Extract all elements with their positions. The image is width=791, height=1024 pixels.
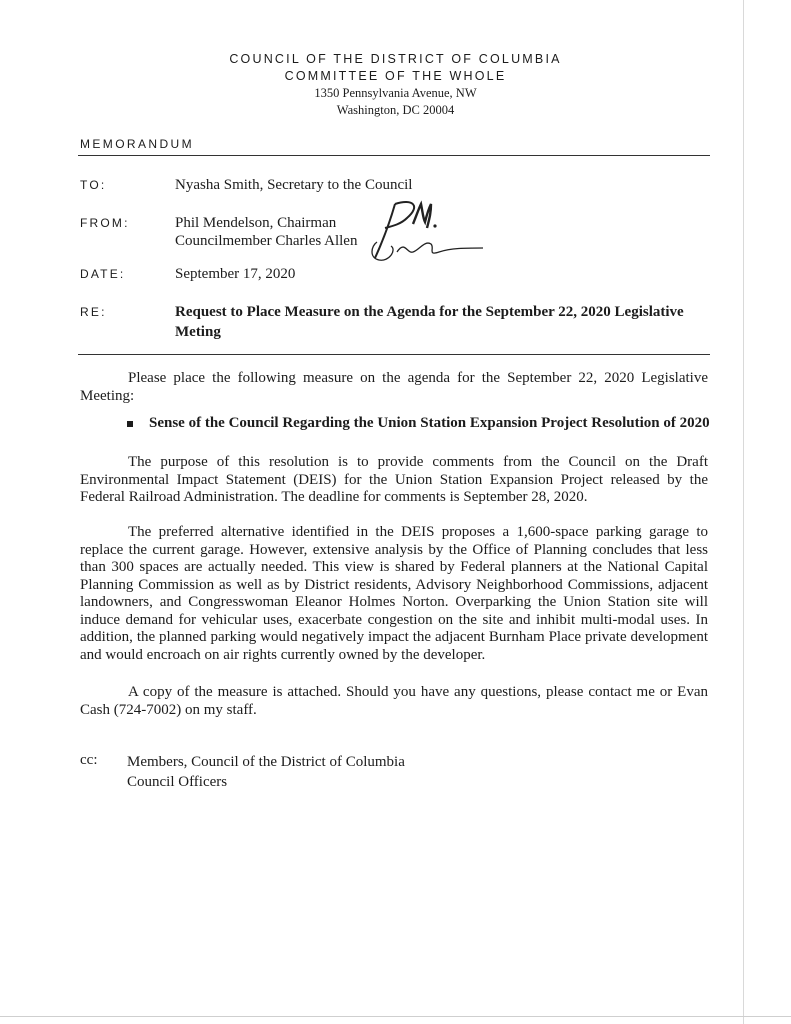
from-value-1: Phil Mendelson, Chairman [175,215,337,231]
scan-edge [743,0,744,1024]
scan-edge [0,1016,791,1017]
divider [78,155,710,156]
from-label: FROM: [80,216,130,230]
committee-name: COMMITTEE OF THE WHOLE [284,69,507,83]
measure-bullet [127,415,710,432]
analysis-paragraph: The preferred alternative identified in the DEIS proposes a 1,600-space parking garage to replace the current garage. However, extensive analysis by the Office of Planning concludes that less than 300 spaces are actually needed. This view is shared by Federal planners at the National Capital Planning Commission as well as by District residents, Advisory Neighborhood Commissions, adjacent landowners, and Congresswoman Eleanor Holmes Norton. Overparking the Union Station site will induce demand for vehicular uses, exacerbate congestion on the site and inhibit multi-modal uses. In addition, the planned parking would negatively impact the adjacent Burnham Place private development and would encroach on air rights currently owned by the developer. [80,524,708,663]
cc-line-1: Members, Council of the District of Columbia [127,754,405,770]
memorandum-label: MEMORANDUM [80,137,194,151]
address-street: 1350 Pennsylvania Avenue, NW [314,86,477,100]
measure-title: Sense of the Council Regarding the Union Station Expansion Project Resolution of 2020 [149,415,710,431]
cc-line-2: Council Officers [127,774,228,790]
council-name: COUNCIL OF THE DISTRICT OF COLUMBIA [229,52,562,66]
date-value: September 17, 2020 [175,266,296,282]
re-label: RE: [80,305,107,319]
to-label: TO: [80,178,107,192]
re-value: Request to Place Measure on the Agenda for the September 22, 2020 Legislative Meting [175,304,684,340]
intro-paragraph: Please place the following measure on the agenda for the September 22, 2020 Legislative Meeting: [80,370,708,404]
signature-mark [355,196,505,268]
from-value-2: Councilmember Charles Allen [175,233,358,249]
purpose-paragraph: The purpose of this resolution is to provide comments from the Council on the Draft Environmental Impact Statement (DEIS) for the Union Station Expansion Project released by the Federal Railroad Administration. The deadline for comments is September 28, 2020. [80,454,708,505]
cc-recipients [127,752,405,792]
divider [78,354,710,355]
address-city: Washington, DC 20004 [336,103,455,117]
contact-paragraph: A copy of the measure is attached. Should you have any questions, please contact me or Evan Cash (724-7002) on my staff. [80,684,708,718]
date-label: DATE: [80,267,126,281]
cc-label: cc: [80,752,98,768]
bullet-icon [127,421,133,427]
to-value: Nyasha Smith, Secretary to the Council [175,177,413,193]
